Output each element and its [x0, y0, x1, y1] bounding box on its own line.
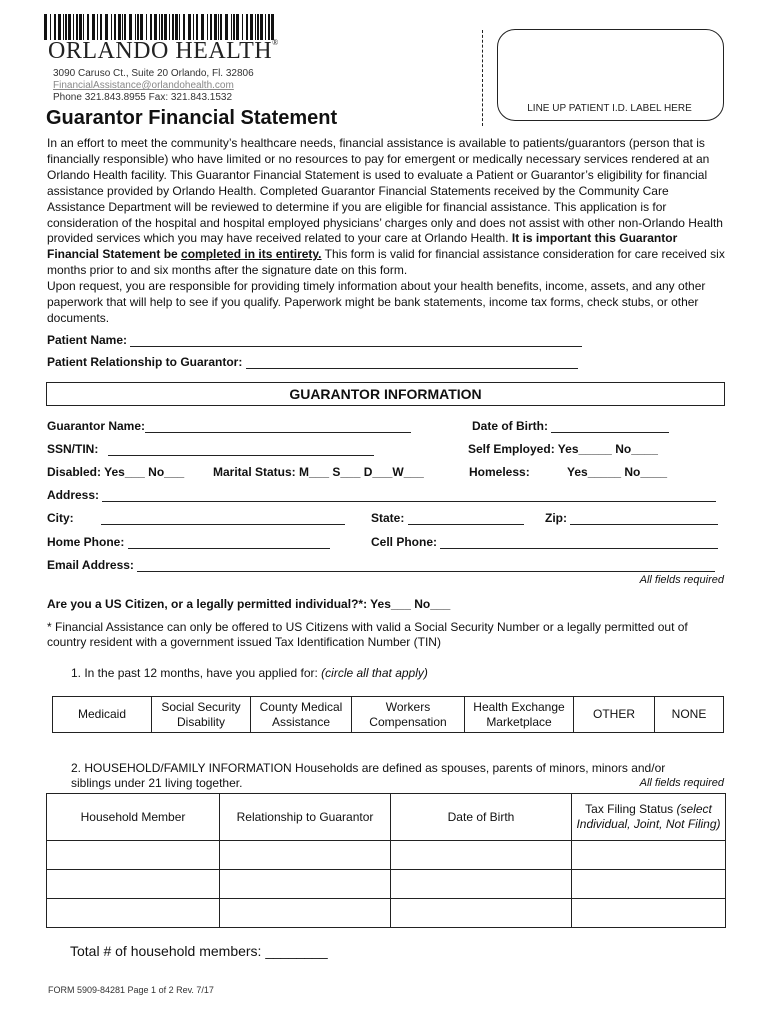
disabled-field[interactable]: Disabled: Yes___ No___: [47, 465, 185, 479]
table-cell[interactable]: [391, 870, 572, 899]
patient-name-input[interactable]: [130, 334, 582, 347]
col-date-of-birth: Date of Birth: [391, 794, 572, 841]
table-cell[interactable]: [391, 899, 572, 928]
home-phone-input[interactable]: [128, 536, 330, 549]
question-1-instruction: (circle all that apply): [321, 666, 428, 680]
option-other[interactable]: OTHER: [574, 697, 655, 733]
guarantor-name-input[interactable]: [145, 420, 411, 433]
dob-input[interactable]: [551, 420, 669, 433]
intro-paragraph-2: Upon request, you are responsible for providing timely information about your health benefits, income, assets, and any other paperwork that will help to see if you qualify. Paperwork might be bank statements, income tax forms, check stubs, or other documents.: [47, 279, 706, 325]
zip-input[interactable]: [570, 512, 718, 525]
email-link[interactable]: FinancialAssistance@orlandohealth.com: [53, 80, 234, 91]
city-input[interactable]: [101, 512, 345, 525]
patient-relationship-label: Patient Relationship to Guarantor:: [47, 355, 243, 369]
barcode: [44, 14, 276, 40]
household-header-row: [47, 794, 726, 841]
form-footer: FORM 5909-84281 Page 1 of 2 Rev. 7/17: [48, 985, 214, 995]
applied-for-table: [52, 696, 724, 733]
guarantor-name-label: Guarantor Name:: [47, 419, 146, 433]
logo-text: ORLANDO HEALTH: [48, 38, 273, 64]
intro-paragraph-1: [47, 136, 727, 279]
address-label: Address:: [47, 488, 100, 502]
section-header-guarantor: [46, 382, 725, 406]
phone-line: Phone 321.843.8955 Fax: 321.843.1532: [53, 92, 233, 103]
tax-filing-options: (select Individual, Joint, Not Filing): [576, 802, 721, 831]
table-cell[interactable]: [47, 870, 220, 899]
zip-label: Zip:: [545, 511, 567, 525]
option-medicaid[interactable]: Medicaid: [53, 697, 152, 733]
table-row: [47, 899, 726, 928]
table-cell[interactable]: [572, 899, 726, 928]
intro-p1: In an effort to meet the community’s healthcare needs, financial assistance is available to patients/guarantors (person that is financially responsible) who have limited or no resources to pay for emergent or medically necessary services rendered at an Orlando Health facility. This Guarantor Financial Statement is used to evaluate a Patient or Guarantor’s eligibility for financial assistance provided by Orlando Health. Completed Guarantor Financial Statements received by the Community Care Assistance Department will be reviewed to determine if you are eligible for financial assistance. This application is for consideration of the hospital and hospital employed physicians’ charges only and does not assist with other non-Orlando Health provided services which you may have received related to your care at Orlando Health.: [47, 136, 723, 246]
city-field: [47, 511, 345, 525]
option-health-exchange[interactable]: Health Exchange Marketplace: [465, 697, 574, 733]
total-household-members[interactable]: Total # of household members: ________: [70, 943, 328, 959]
zip-field: [545, 511, 718, 525]
email-input[interactable]: [137, 559, 715, 572]
state-label: State:: [371, 511, 405, 525]
table-cell[interactable]: [572, 870, 726, 899]
state-input[interactable]: [408, 512, 524, 525]
address-input[interactable]: [102, 489, 716, 502]
home-phone-field: [47, 535, 330, 549]
all-fields-required-note: All fields required: [639, 574, 724, 586]
table-cell[interactable]: [220, 841, 391, 870]
option-none[interactable]: NONE: [655, 697, 724, 733]
option-social-security-disability[interactable]: Social Security Disability: [152, 697, 251, 733]
dob-label: Date of Birth:: [472, 419, 548, 433]
question-2: 2. HOUSEHOLD/FAMILY INFORMATION Households are defined as spouses, parents of minors, minors and/or siblings under 21 living together.: [71, 761, 666, 790]
cell-phone-field: [371, 535, 718, 549]
homeless-label: Homeless:: [469, 465, 530, 479]
question-1: [71, 666, 428, 680]
ssn-field: [47, 442, 374, 456]
option-workers-compensation[interactable]: Workers Compensation: [352, 697, 465, 733]
dob-field: [472, 419, 669, 433]
page-title: Guarantor Financial Statement: [46, 107, 338, 129]
question-1-text: 1. In the past 12 months, have you applied for:: [71, 666, 322, 680]
guarantor-name-field: [47, 419, 411, 433]
address-field: [47, 488, 716, 502]
table-cell[interactable]: [391, 841, 572, 870]
label-box-text: LINE UP PATIENT I.D. LABEL HERE: [527, 103, 692, 114]
intro-text: [47, 136, 727, 327]
table-cell[interactable]: [220, 899, 391, 928]
city-label: City:: [47, 511, 74, 525]
ssn-label: SSN/TIN:: [47, 442, 99, 456]
table-cell[interactable]: [47, 899, 220, 928]
table-row: [47, 870, 726, 899]
patient-relationship-field: [47, 355, 578, 369]
marital-status-field[interactable]: Marital Status: M___ S___ D___W___: [213, 465, 424, 479]
patient-relationship-input[interactable]: [246, 356, 578, 369]
patient-name-field: [47, 333, 582, 347]
table-cell[interactable]: [220, 870, 391, 899]
option-county-medical-assistance[interactable]: County Medical Assistance: [251, 697, 352, 733]
col-tax-filing-status: [572, 794, 726, 841]
col-relationship: Relationship to Guarantor: [220, 794, 391, 841]
email-label: Email Address:: [47, 558, 134, 572]
table-row: [47, 841, 726, 870]
intro-p1-end: This form is valid for financial assistance consideration for care received six months prior to and six months after the signature date on this form.: [47, 247, 725, 278]
patient-name-label: Patient Name:: [47, 333, 128, 347]
registered-mark: ®: [272, 38, 279, 47]
col-household-member: Household Member: [47, 794, 220, 841]
intro-p1-bold: It is important this Guarantor Financial Statement be: [47, 231, 678, 262]
citizen-note: * Financial Assistance can only be offered to US Citizens with valid a Social Security Number or a legally permitted out of country resident with a government issued Tax Identification Number (TIN): [47, 620, 688, 649]
state-field: [371, 511, 524, 525]
address-line: 3090 Caruso Ct., Suite 20 Orlando, Fl. 32806: [53, 68, 254, 79]
tax-filing-label: Tax Filing Status: [585, 802, 677, 816]
cut-line: [482, 30, 483, 126]
homeless-options[interactable]: Yes_____ No____: [567, 465, 668, 479]
household-table: [46, 793, 726, 928]
self-employed-field[interactable]: Self Employed: Yes_____ No____: [468, 442, 658, 456]
table-cell[interactable]: [47, 841, 220, 870]
household-all-fields-required: All fields required: [639, 777, 724, 789]
section-title: GUARANTOR INFORMATION: [289, 386, 482, 402]
orlando-health-logo: [48, 38, 279, 65]
home-phone-label: Home Phone:: [47, 535, 125, 549]
intro-p1-emphasis: completed in its entirety.: [181, 247, 322, 262]
citizen-question[interactable]: Are you a US Citizen, or a legally permitted individual?*: Yes___ No___: [47, 597, 451, 611]
ssn-input[interactable]: [108, 443, 374, 456]
cell-phone-label: Cell Phone:: [371, 535, 438, 549]
email-field: [47, 558, 715, 572]
cell-phone-input[interactable]: [440, 536, 718, 549]
table-cell[interactable]: [572, 841, 726, 870]
